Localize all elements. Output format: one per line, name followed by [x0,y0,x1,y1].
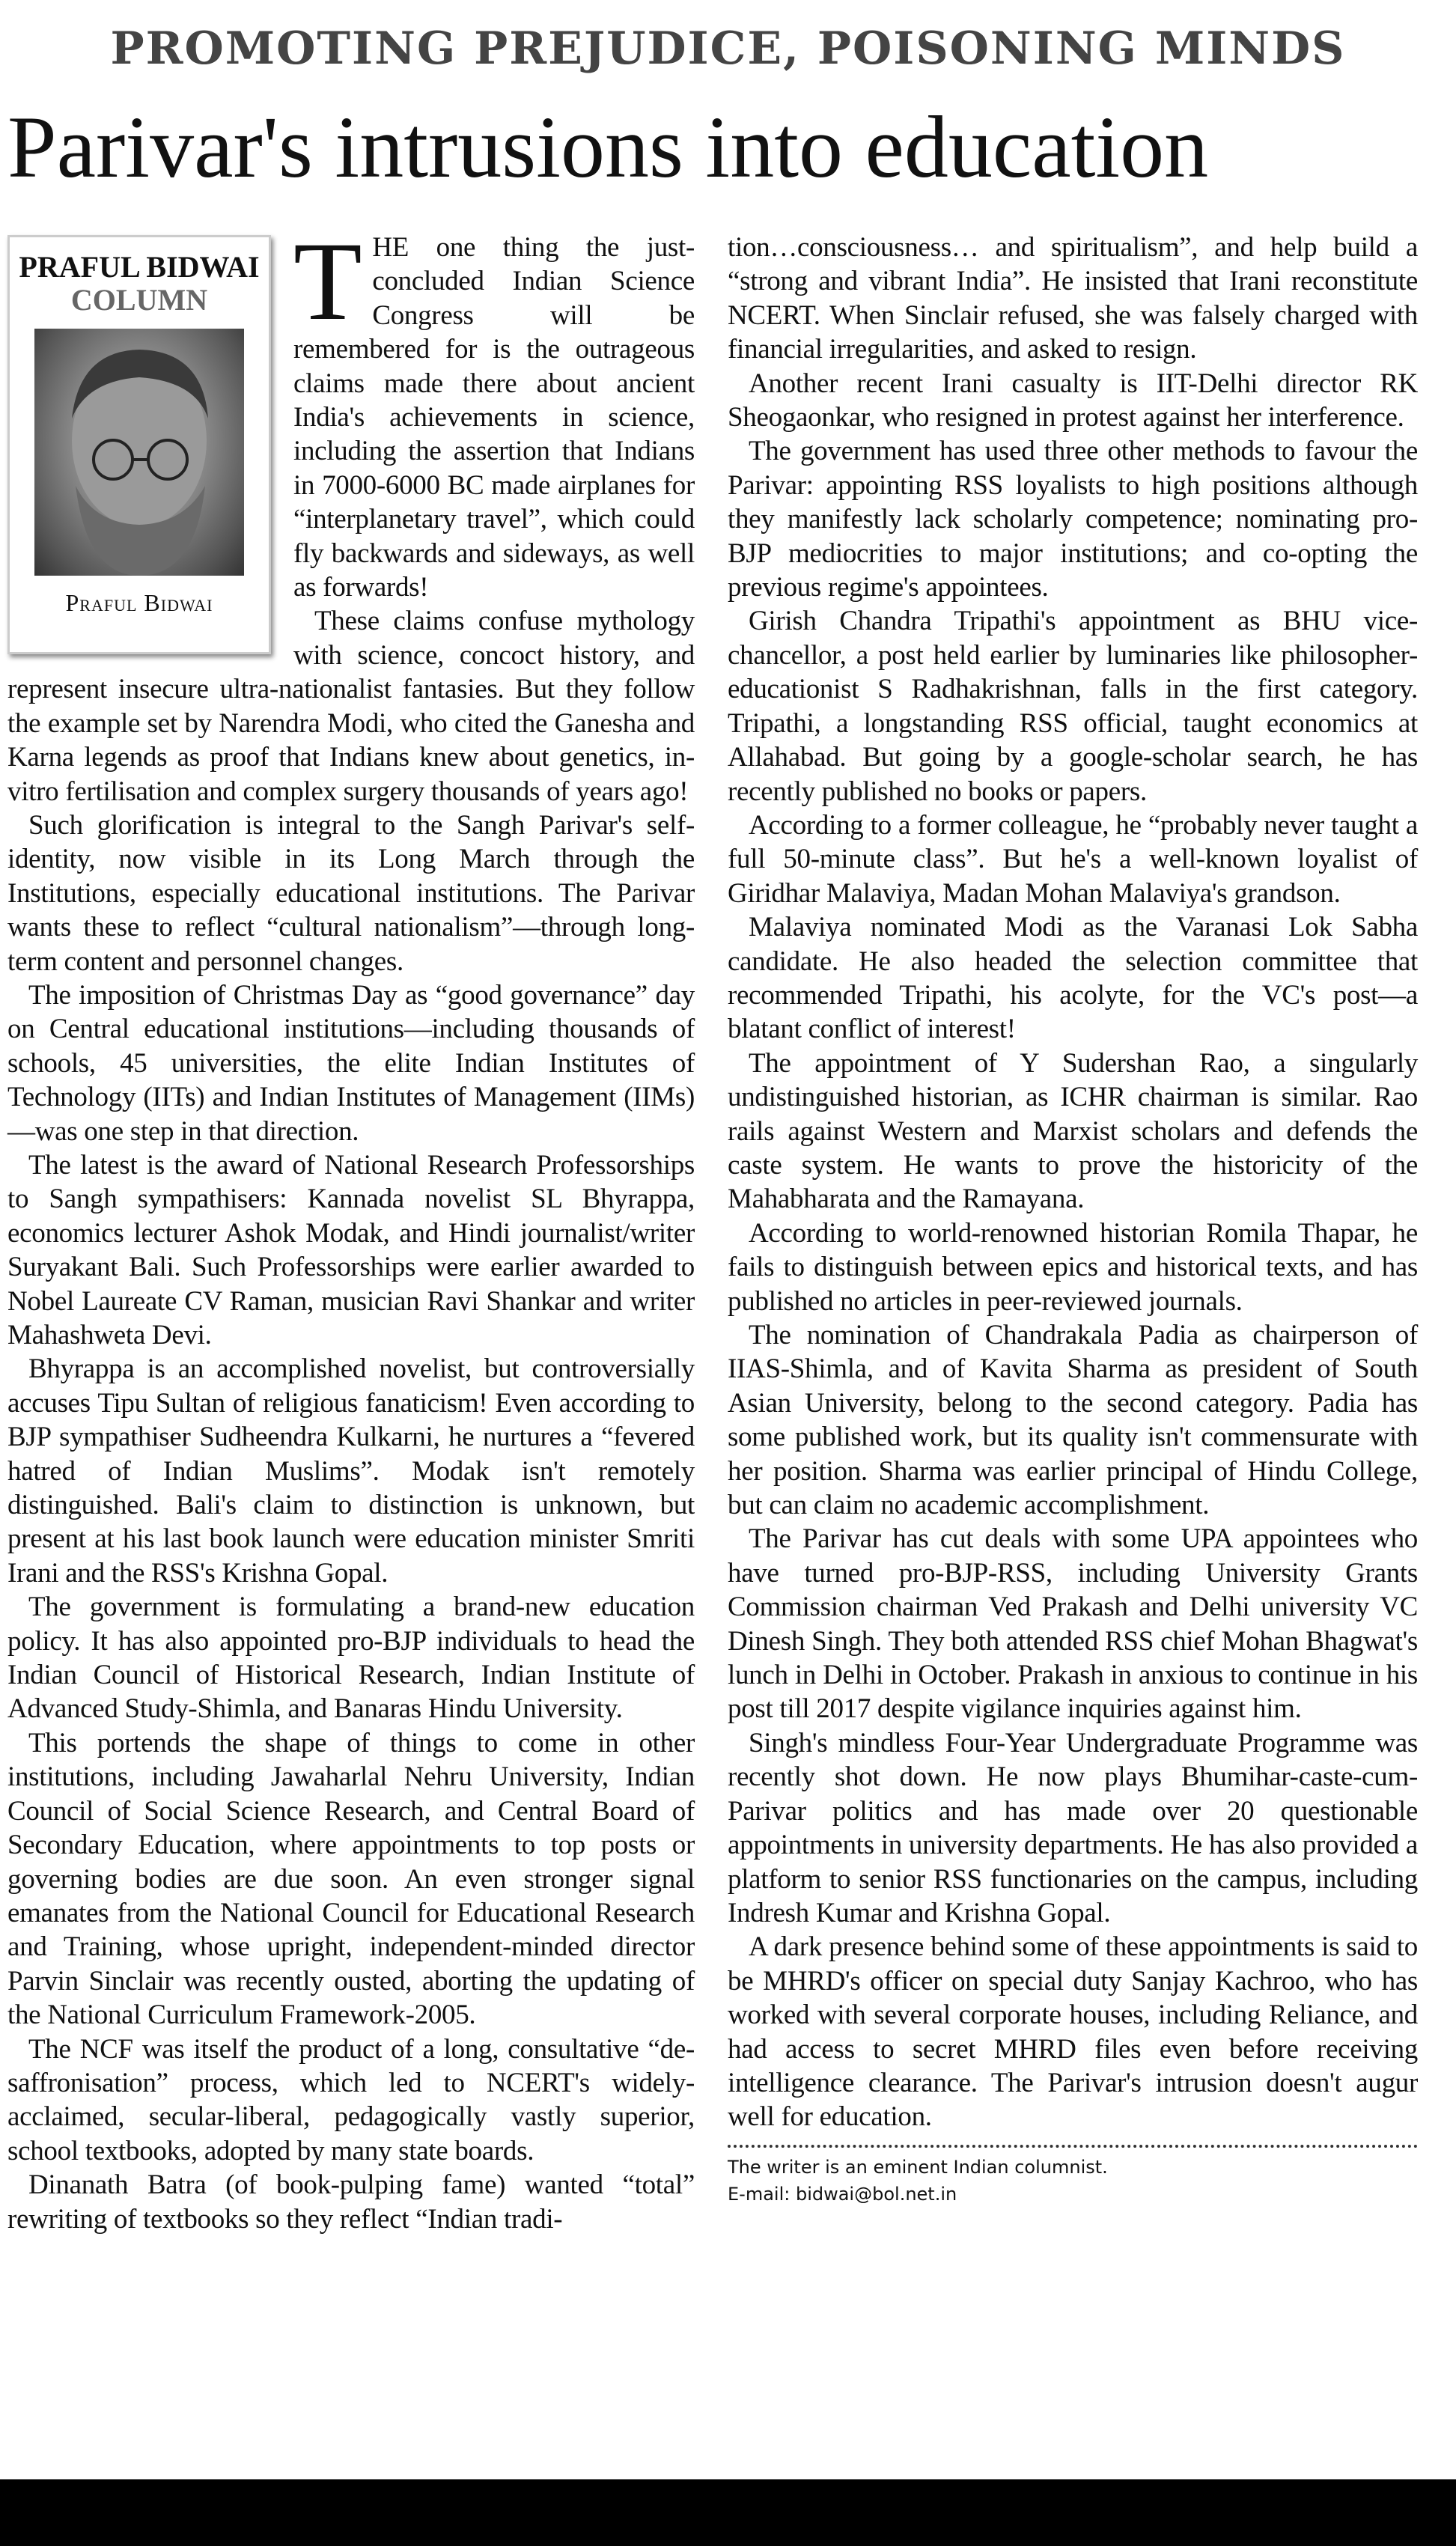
drop-cap: T [293,219,362,344]
author-signature: Praful Bidwai [65,589,213,616]
author-bio: The writer is an eminent Indian columnist. [728,2156,1108,2178]
article-paragraph: The NCF was itself the product of a long, consultative “de-saffronisation” process, which led to NCERT's widely-acclaimed, secular-liberal, pedagogically vastly superior, school textbooks, adopted by many state boards. [7,2033,695,2166]
author-name: PRAFUL BIDWAI [19,250,260,284]
article-paragraph: Malaviya nominated Modi as the Varanasi Lok Sabha candidate. He also headed the selection committee that recommended Tripathi, his acolyte, for the VC's post—a blatant conflict of interest! [728,912,1418,1045]
right-column [728,231,1418,2208]
author-email: E-mail: bidwai@bol.net.in [728,2183,957,2205]
article-paragraph: The latest is the award of National Research Professorships to Sangh sympathisers: Kannada novelist SL Bhyrappa, economics lecturer Ashok Modak, and Hindi journalist/writer Suryakant Bali. Such Professorships were earlier awarded to Nobel Laureate CV Raman, musician Ravi Shankar and writer Mahashweta Devi. [7,1149,695,1350]
article-paragraph: A dark presence behind some of these appointments is said to be MHRD's officer on special duty Sanjay Kachroo, who has worked with several corporate houses, including Reliance, and had access to secret MHRD files even before receiving intelligence clearance. The Parivar's intrusion doesn't augur well for education. [728,1931,1418,2133]
article-paragraph: These claims confuse mythology with science, concoct history, and represent insecure ultra-nationalist fantasies. But they follow the example set by Narendra Modi, who cited the Ganesha and Karna legends as proof that Indians knew about genetics, in-vitro fertilisation and complex surgery thousands of years ago! [7,606,695,807]
article-paragraph: The imposition of Christmas Day as “good governance” day on Central educational institutions—including thousands of schools, 45 universities, the elite Indian Institutes of Technology (IITs) and Indian Institutes of Management (IIMs)—was one step in that direction. [7,979,695,1147]
article-paragraph: The nomination of Chandrakala Padia as chairperson of IIAS-Shimla, and of Kavita Sharma as president of South Asian University, belong to the second category. Padia has some published work, but its quality isn't commensurate with her position. Sharma was earlier principal of Hindu College, but can claim no academic accomplishment. [728,1320,1418,1521]
author-footer [728,2145,1418,2208]
dotted-divider [728,2145,1418,2148]
article-paragraph: The government has used three other methods to favour the Parivar: appointing RSS loyalists to high positions although they manifestly lack scholarly competence; nominating pro-BJP mediocrities to major institutions; and co-opting the previous regime's appointees. [728,436,1418,603]
headline: Parivar's intrusions into education [7,98,1209,196]
article-paragraph: Dinanath Batra (of book-pulping fame) wanted “total” rewriting of textbooks so they reflect “Indian tradi- [7,2169,695,2235]
column-label: COLUMN [70,283,208,317]
article-paragraph: According to world-renowned historian Romila Thapar, he fails to distinguish between epics and historical texts, and has published no articles in peer-reviewed journals. [728,1217,1418,1317]
article-paragraph: The government is formulating a brand-new education policy. It has also appointed pro-BJP individuals to head the Indian Council of Historical Research, Indian Institute of Advanced Study-Shimla, and Banaras Hindu University. [7,1592,695,1725]
author-photo [34,329,244,576]
article-paragraph: tion…consciousness… and spiritualism”, and help build a “strong and vibrant India”. He insisted that Irani reconstitute NCERT. When Sinclair refused, she was falsely charged with financial irregularities, and asked to resign. [728,232,1418,365]
article-paragraph: Singh's mindless Four-Year Undergraduate Programme was recently shot down. He now plays Bhumihar-caste-cum-Parivar politics and has made over 20 questionable appointments in university departments. He has also provided a platform to senior RSS functionaries on the campus, including Indresh Kumar and Krishna Gopal. [728,1727,1418,1928]
left-column [7,219,695,2236]
article-paragraph: This portends the shape of things to come in other institutions, including Jawaharlal Nehru University, Indian Council of Social Science Research, and Central Board of Secondary Education, where appointments to top posts or governing bodies are due soon. An even stronger signal emanates from the National Council for Educational Research and Training, whose upright, independent-minded director Parvin Sinclair was recently ousted, aborting the updating of the National Curriculum Framework-2005. [7,1727,695,2031]
article-paragraph: THE one thing the just-concluded Indian Science Congress will be remembered for is the outrageous claims made there about ancient India's achievements in science, including the assertion that Indians in 7000-6000 BC made airplanes for “interplanetary travel”, which could fly backwards and sideways, as well as forwards! [293,219,695,603]
article-paragraph: Bhyrappa is an accomplished novelist, but controversially accuses Tipu Sultan of religious fanaticism! Even according to BJP sympathiser Sudheendra Kulkarni, he nurtures a “fevered hatred of Indian Muslims”. Modak isn't remotely distinguished. Bali's claim to distinction is unknown, but present at his last book launch were education minister Smriti Irani and the RSS's Krishna Gopal. [7,1353,695,1589]
article-paragraph: Such glorification is integral to the Sangh Parivar's self-identity, now visible in its Long March through the Institutions, especially educational institutions. The Parivar wants these to reflect “cultural nationalism”—through long-term content and personnel changes. [7,809,695,977]
article-paragraph: The Parivar has cut deals with some UPA appointees who have turned pro-BJP-RSS, including University Grants Commission chairman Ved Prakash and Delhi university VC Dinesh Singh. They both attended RSS chief Mohan Bhagwat's lunch in Delhi in October. Prakash in anxious to continue in his post till 2017 despite vigilance inquiries against him. [728,1523,1418,1725]
article-paragraph: Another recent Irani casualty is IIT-Delhi director RK Sheogaonkar, who resigned in protest against her interference. [728,368,1418,433]
article-paragraph: According to a former colleague, he “probably never taught a full 50-minute class”. But he's a well-known loyalist of Giridhar Malaviya, Madan Mohan Malaviya's grandson. [728,809,1418,909]
article-paragraph: The appointment of Y Sudershan Rao, a singularly undistinguished historian, as ICHR chairman is similar. Rao rails against Western and Marxist scholars and defends the caste system. He wants to prove the historicity of the Mahabharata and the Ramayana. [728,1047,1418,1215]
bottom-black-bar [0,2479,1456,2546]
author-column-box [7,235,271,654]
article-paragraph: Girish Chandra Tripathi's appointment as BHU vice-chancellor, a post held earlier by luminaries like philosopher-educationist S Radhakrishnan, falls in the first category. Tripathi, a longstanding RSS official, taught economics at Allahabad. But going by a google-scholar search, he has recently published no books or papers. [728,606,1418,807]
kicker-heading: PROMOTING PREJUDICE, POISONING MINDS [110,22,1346,75]
